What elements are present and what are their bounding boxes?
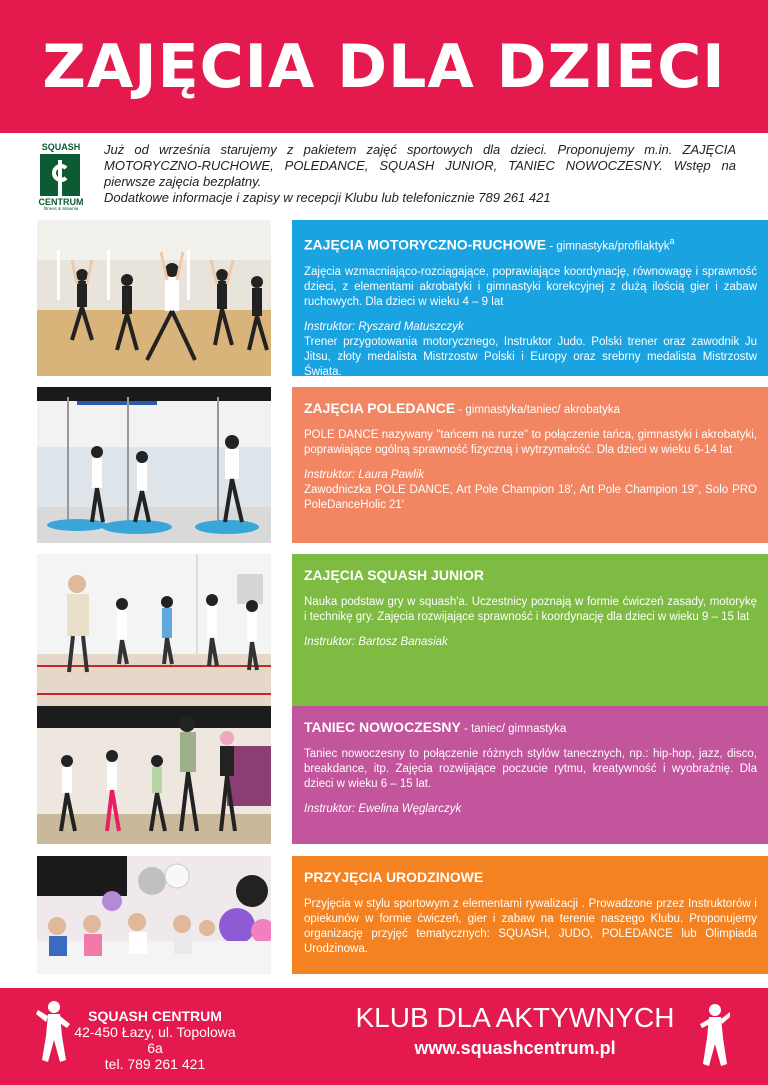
class-description: Nauka podstaw gry w squash'a. Uczestnicy poznają w formie ćwiczeń zasady, motorykę i technikę gry. Zajęcia rozwijające sprawność i koordynację dla dzieci w wieku 9 – 15 lat bbox=[304, 596, 757, 623]
page-header bbox=[0, 0, 768, 133]
class-subtitle-sup: a bbox=[669, 236, 675, 246]
logo-mark-icon bbox=[40, 154, 80, 196]
class-instructor: Instruktor: Ewelina Węglarczyk bbox=[304, 803, 462, 815]
class-title bbox=[304, 718, 757, 738]
footer-address: 42-450 Łazy, ul. Topolowa 6a bbox=[74, 1024, 236, 1056]
intro-section bbox=[34, 140, 736, 212]
footer-club-name: SQUASH CENTRUM bbox=[88, 1008, 222, 1024]
class-title bbox=[304, 399, 757, 419]
class-name: ZAJĘCIA MOTORYCZNO-RUCHOWE bbox=[304, 236, 547, 253]
class-row-motoryczno bbox=[37, 220, 757, 378]
class-subtitle: - gimnastyka/taniec/ akrobatyka bbox=[455, 404, 621, 416]
class-name: PRZYJĘCIA URODZINOWE bbox=[304, 869, 484, 885]
class-description: Taniec nowoczesny to połączenie różnych stylów tanecznych, np.: hip-hop, jazz, disco, breakdance, itp. Zajęcia rozwijające poczucie rytmu, kreatywność i wyobraźnię. Dla dzieci w wieku 6 – 15 lat. bbox=[304, 748, 757, 790]
poledance-photo bbox=[37, 387, 271, 543]
footer-slogan: KLUB DLA AKTYWNYCH bbox=[355, 1002, 675, 1033]
class-instructor: Instruktor: Ryszard Matuszczyk bbox=[304, 320, 464, 333]
class-name: TANIEC NOWOCZESNY bbox=[304, 719, 461, 735]
class-title bbox=[304, 868, 757, 888]
class-name: ZAJĘCIA SQUASH JUNIOR bbox=[304, 567, 484, 583]
birthday-photo bbox=[37, 856, 271, 974]
class-row-poledance bbox=[37, 387, 757, 543]
class-instructor-bio: Zawodniczka POLE DANCE, Art Pole Champion 18', Art Pole Champion 19", Solo PRO PoleDanceHolic 21' bbox=[304, 484, 757, 511]
class-row-squash bbox=[37, 554, 757, 710]
class-panel-poledance bbox=[292, 387, 768, 543]
club-logo bbox=[34, 143, 88, 211]
dance-photo bbox=[37, 706, 271, 862]
class-name: ZAJĘCIA POLEDANCE bbox=[304, 400, 456, 416]
logo-line3: fitness & siłownia bbox=[43, 206, 79, 211]
class-title bbox=[304, 232, 757, 256]
class-description: Przyjęcia w stylu sportowym z elementami rywalizacji . Prowadzone przez Instruktorów i opiekunów w formie ćwiczeń, gier i zabaw na terenie naszego Klubu. Proponujemy organizację przyjęć tematycznych: SQUASH, JUDO, POLEDANCE lub Olimpiada Urodzinowa. bbox=[304, 898, 757, 955]
class-instructor: Instruktor: Laura Pawlik bbox=[304, 469, 425, 481]
jumping-kid-icon bbox=[700, 1004, 730, 1070]
intro-paragraph: Już od września starujemy z pakietem zajęć sportowych dla dzieci. Proponujemy m.in. ZAJĘCIA MOTORYCZNO-RUCHOWE, POLEDANCE, SQUASH JUNIOR, TANIEC NOWOCZESNY. Wstęp na pierwsze zajęcia bezpłatny. bbox=[104, 142, 736, 189]
class-panel-squash bbox=[292, 554, 768, 710]
children-exercise-photo bbox=[37, 220, 271, 376]
class-instructor: Instruktor: Bartosz Banasiak bbox=[304, 636, 448, 648]
class-description: POLE DANCE nazywany "tańcem na rurze" to połączenie tańca, gimnastyki i akrobatyki, poprawiające ogólną sprawność fizyczną i wytrzymałość. Dla dzieci w wieku 6-14 lat bbox=[304, 429, 757, 456]
footer-website-link[interactable]: www.squashcentrum.pl bbox=[414, 1038, 616, 1058]
page-title: ZAJĘCIA DLA DZIECI bbox=[42, 31, 726, 102]
class-subtitle: - gimnastyka/profilaktyk bbox=[546, 240, 670, 253]
intro-text bbox=[104, 142, 736, 206]
class-title bbox=[304, 566, 757, 586]
class-instructor-bio: Trener przygotowania motorycznego, Instruktor Judo. Polski trener oraz zawodnik Ju Jitsu, złoty medalista Mistrzostw Polski i Europy oraz srebrny medalista Mistrzostw Świata. bbox=[304, 335, 757, 378]
class-panel-urodziny bbox=[292, 856, 768, 974]
logo-line1: SQUASH bbox=[41, 142, 81, 152]
class-row-taniec bbox=[37, 706, 757, 862]
class-subtitle: - taniec/ gimnastyka bbox=[460, 723, 567, 735]
footer-address-block bbox=[65, 1008, 245, 1072]
squash-photo bbox=[37, 554, 271, 710]
class-description: Zajęcia wzmacniająco-rozciągające, poprawiające koordynację, równowagę i sprawność dzieci, z elementami akrobatyki i gimnastyki korekcyjnej z dużą ilością gier i zabaw ruchowych. Dla dzieci w wieku 4 – 9 lat bbox=[304, 265, 757, 308]
class-panel-motoryczno bbox=[292, 220, 768, 376]
page-footer bbox=[0, 988, 768, 1085]
intro-contact: Dodatkowe informacje i zapisy w recepcji Klubu lub telefonicznie 789 261 421 bbox=[104, 190, 551, 205]
class-panel-taniec bbox=[292, 706, 768, 844]
logo-line2: CENTRUM bbox=[38, 197, 84, 207]
footer-phone: tel. 789 261 421 bbox=[104, 1056, 206, 1072]
